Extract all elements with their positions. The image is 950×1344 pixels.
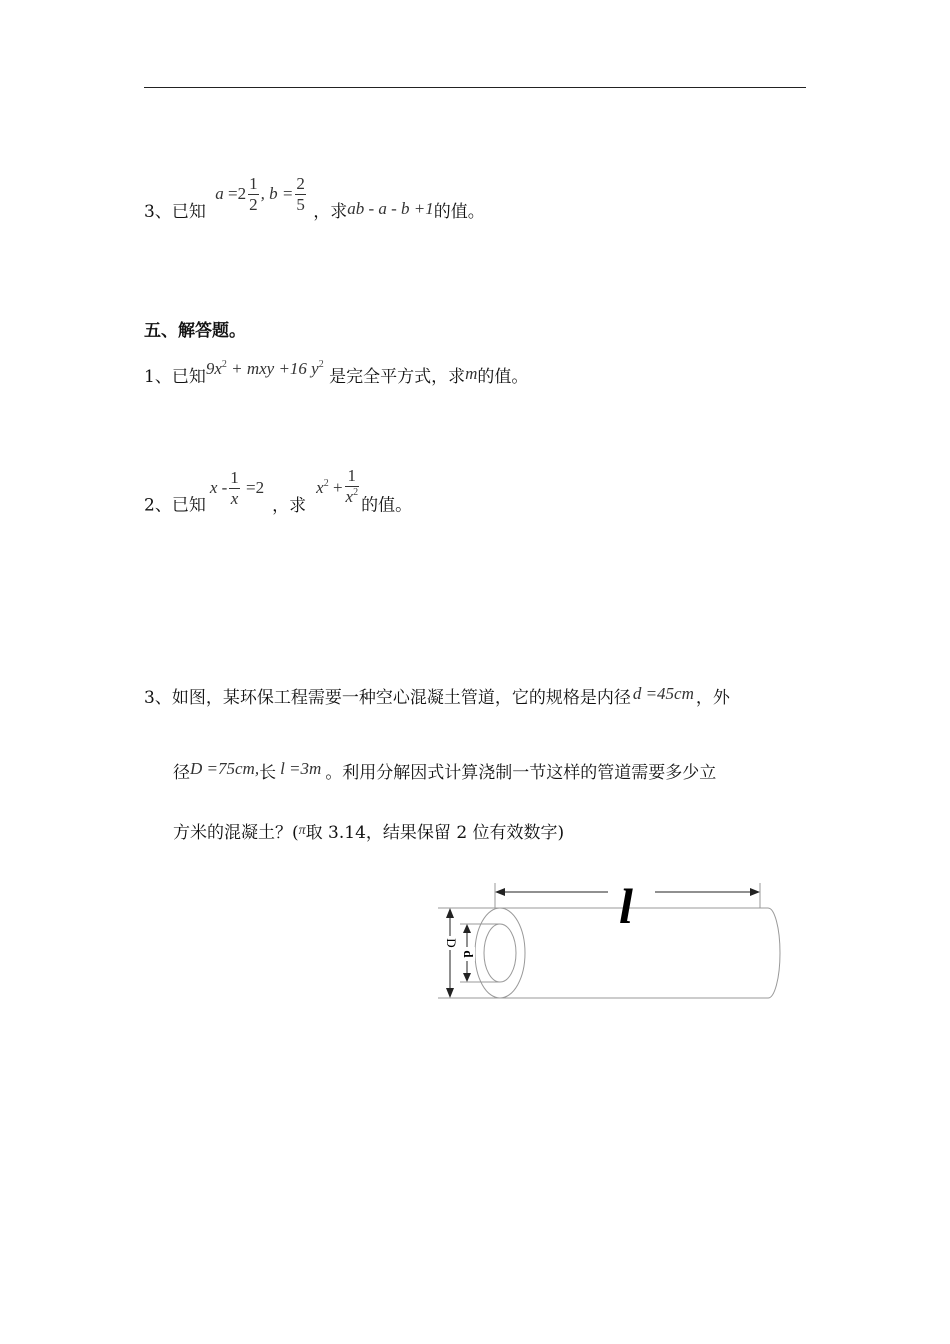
- pi-symbol: π: [298, 823, 306, 838]
- q1-expr-b: + mxy +16 y: [226, 359, 319, 378]
- l-label: l: [619, 878, 633, 934]
- D-arrow-top: [446, 908, 454, 918]
- q3-prev-tail: 的值。: [433, 202, 485, 222]
- l-arrow-left: [495, 888, 505, 896]
- q2-frac2-denominator: x: [345, 487, 354, 506]
- q3-prev-sep: ，求: [313, 202, 348, 222]
- d-label: d: [461, 950, 477, 958]
- q2-fraction-1: [229, 468, 240, 509]
- q3-prev-var-a: a: [215, 184, 224, 203]
- pipe-inner-hole: [484, 924, 516, 982]
- q1-number: 1、已知: [144, 367, 206, 387]
- q1-mid: 是完全平方式，求: [329, 367, 466, 387]
- q3-prev-eq1: =2: [223, 184, 247, 203]
- q2-lhs: x -: [209, 477, 228, 497]
- question-2: [144, 466, 413, 528]
- q2-expr-x: x: [316, 477, 324, 497]
- q2-frac2-denominator-exp: 2: [353, 487, 359, 498]
- q3-prev-mid: , b =: [260, 184, 294, 203]
- q2-frac2-numerator: 1: [347, 466, 357, 485]
- question-1: [144, 359, 529, 390]
- question-3-line-2: [173, 759, 717, 783]
- question-3-line-3: [173, 823, 564, 845]
- section-title: 五、解答题。: [144, 321, 246, 341]
- D-arrow-bottom: [446, 988, 454, 998]
- header-rule: [144, 87, 806, 88]
- q2-rhs: =2: [241, 477, 265, 497]
- q2-fraction-2: [345, 466, 360, 510]
- q3-prev-expression: ab - a - b +1: [347, 199, 434, 218]
- q3-line3-pre: 方米的混凝土？(: [173, 823, 299, 843]
- q1-exp-a: 2: [221, 359, 227, 370]
- q3-prev-number: 3、已知: [144, 202, 206, 222]
- q1-var-m: m: [465, 364, 478, 383]
- q3-line1-post: ，外: [695, 688, 730, 708]
- q1-exp-b: 2: [318, 359, 324, 370]
- pipe-far-end: [768, 908, 780, 998]
- q2-frac1-numerator: 1: [230, 467, 239, 487]
- q3-line2-post: 。利用分解因式计算浇制一节这样的管道需要多少立: [325, 763, 717, 783]
- d-arrow-top: [463, 924, 471, 933]
- q1-expr-a: 9x: [205, 359, 222, 378]
- q2-tail: 的值。: [361, 495, 413, 516]
- q3-line3-post: 取 3.14，结果保留 2 位有效数字): [305, 823, 565, 843]
- q2-frac1-denominator: x: [230, 488, 239, 508]
- q3-prev-fraction-2: [295, 174, 306, 215]
- q3-line2-mid: 长: [259, 763, 277, 783]
- D-label: D: [444, 938, 460, 948]
- frac2-denominator: 5: [296, 195, 305, 214]
- q3-line1-pre: 3、如图，某环保工程需要一种空心混凝土管道，它的规格是内径: [144, 688, 631, 708]
- q3-line2-math-2: l =3m: [280, 759, 322, 778]
- q3-line2-math-1: D =75cm,: [190, 759, 260, 778]
- q3-line2-pre: 径: [173, 763, 190, 783]
- pipe-diagram: [430, 870, 800, 1010]
- q2-number: 2、已知: [144, 495, 206, 516]
- question-3-line-1: [144, 684, 730, 708]
- frac2-numerator: 2: [296, 174, 305, 193]
- q3-prev-fraction-1: [248, 174, 259, 215]
- q1-tail: 的值。: [477, 367, 529, 387]
- q2-exp: 2: [323, 477, 329, 489]
- q2-sep: ，求: [272, 495, 307, 516]
- d-arrow-bottom: [463, 973, 471, 982]
- q3-line1-math: d =45cm: [632, 684, 694, 703]
- q2-plus: +: [328, 477, 343, 497]
- frac1-numerator: 1: [249, 174, 258, 193]
- frac1-denominator: 2: [249, 195, 258, 214]
- l-arrow-right: [750, 888, 760, 896]
- question-3-prev: [144, 174, 485, 233]
